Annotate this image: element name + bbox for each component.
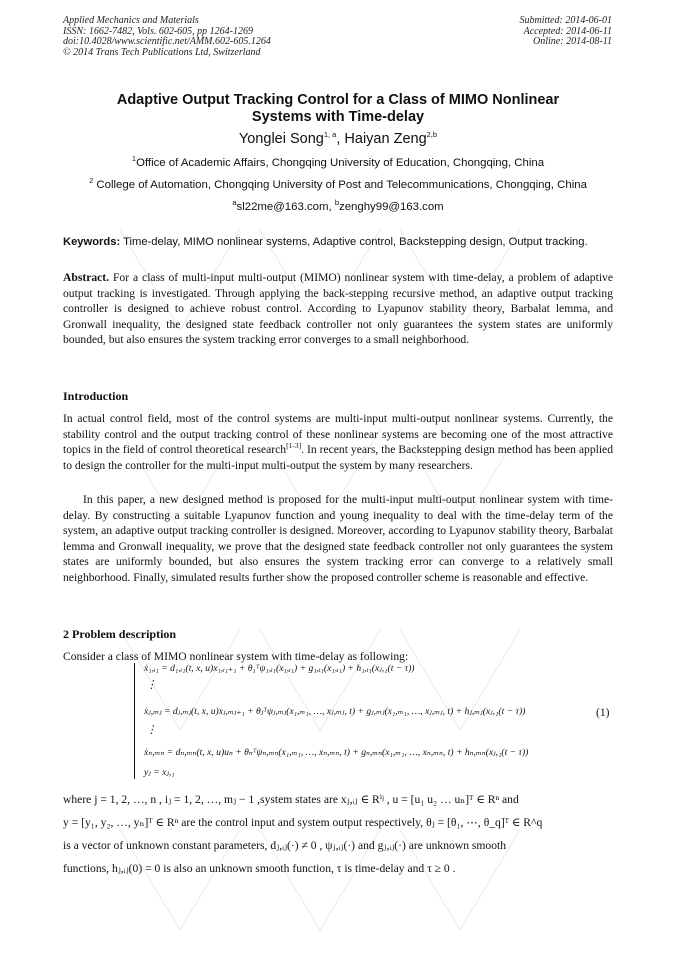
emails [63,198,613,213]
author-2: Haiyan Zeng [344,131,427,147]
dates-info [520,16,613,48]
intro-p1-text-a: In actual control field, most of the control systems are multi-input multi-output nonlinear systems. Currently, the stability control and the output tracking control of these nonlinear systems are becoming one of the most attractive topics in the field of control theoretical research [63,412,613,457]
where-line-4: functions, hⱼ,ᵢⱼ(0) = 0 is also an unknown smooth function, τ is time-delay and τ ≥ 0 . [63,862,456,875]
equation-line-1: ẋ₁,ᵢ₁ = d₁,ᵢ₁(t, x, u)x₁,ᵢ₁₊₁ + θ₁ᵀψ₁,ᵢ₁(x₁,ᵢ₁) + g₁,ᵢ₁(x₁,ᵢ₁) + h₁,ᵢ₁(xⱼ,₁(t − τ)) [144,663,415,674]
keywords-label: Keywords: [63,236,121,248]
aff-1-text: Office of Academic Affairs, Chongqing University of Education, Chongqing, China [136,157,545,169]
equation-brace [134,663,141,779]
affiliation-1 [63,154,613,169]
equation-dots-2: ⋮ [146,724,157,736]
author-2-sup: 2,b [426,130,438,140]
aff-2-sup: 2 [89,176,94,186]
email-a-sup: a [232,198,237,208]
submitted-date: Submitted: 2014-06-01 [519,15,612,26]
email-b-sup: b [334,198,339,208]
problem-intro: Consider a class of MIMO nonlinear system with time-delay as following: [63,650,409,663]
where-line-2: y = [y₁, y₂, …, yₙ]ᵀ ∈ Rⁿ are the control input and system output respectively, θⱼ = [θ₁, ⋯, θ_q]ᵀ ∈ R^q [63,816,543,829]
aff-2-text: College of Automation, Chongqing University of Post and Telecommunications, Chongqing, China [93,179,587,191]
intro-p1-citation: [1-3] [286,441,302,451]
abstract-label: Abstract. [63,271,110,284]
where-line-3: is a vector of unknown constant parameters, dⱼ,ᵢⱼ(·) ≠ 0 , ψⱼ,ᵢⱼ(·) and gⱼ,ᵢⱼ(·) are unknown smooth [63,839,507,852]
author-sep: , [336,131,345,147]
authors [63,131,613,147]
intro-paragraph-1 [63,411,613,473]
title-line-2: Systems with Time-delay [251,109,425,125]
equation-line-4: yⱼ = xⱼ,₁ [144,767,175,778]
section-heading-problem: 2 Problem description [63,627,177,641]
equation-dots-1: ⋮ [146,679,157,691]
email-b: zenghy99@163.com [339,201,444,213]
intro-paragraph-2: In this paper, a new designed method is proposed for the multi-input multi-output nonlinear system with time-delay. By constructing a suitable Lyapunov function and young inequality to deal with the time-delay term of the system, an adaptive output tracking controller is designed. Moreover, according to Lyapunov stability theory, Barbalat lemma and Gronwall inequality, we prove that the designed state feedback controller not only guarantees the system states are uniformly bounded, but also ensures the system tracking error can converge to a relatively small neighborhood. Finally, simulated results further show the proposed controller scheme is reasonable and effective. [63,493,613,584]
accepted-date: Accepted: 2014-06-11 [523,25,612,37]
intro-p1-text-b: . In recent years, the Backstepping design method has been applied to design the controller for the multi-input multi-output the system by many researchers. [63,443,614,472]
online-date: Online: 2014-08-11 [533,36,612,47]
email-a: sl22me@163.com, [236,201,335,213]
title-line-1: Adaptive Output Tracking Control for a Class of MIMO Nonlinear [116,92,560,108]
where-line-1: where j = 1, 2, …, n , iⱼ = 1, 2, …, mⱼ − 1 ,system states are xⱼ,ᵢⱼ ∈ Rⁱʲ , u = [u₁ u₂ … uₙ]ᵀ ∈ Rⁿ and [63,793,519,806]
equation-1 [134,663,534,781]
paper-title [63,92,613,126]
aff-1-sup: 1 [131,154,137,164]
abstract-text: For a class of multi-input multi-output (MIMO) nonlinear system with time-delay, a problem of adaptive output tracking is investigated. Through applying the back-stepping recursive method, an adaptive output tracking controller is designed to achieve robust control. According to Lyapunov stability theory, Barbalat lemma, and Gronwall inequality, the designed state feedback controller not only guarantees the system states are uniformly bounded, but also ensures the system tracking error converges to a small neighborhood. [63,271,613,347]
doi-line: doi:10.4028/www.scientific.net/AMM.602-605.1264 [63,36,271,47]
section-heading-introduction: Introduction [63,389,129,403]
abstract [63,270,613,348]
equation-line-3: ẋₙ,ₘₙ = dₙ,ₘₙ(t, x, u)uₙ + θₙᵀψₙ,ₘₙ(x₁,ₘ₁, …, xₙ,ₘₙ, t) + gₙ,ₘₙ(x₁,ₘ₁, …, xₙ,ₘₙ, t) + hₙ,ₘₙ(xⱼ,₁(t − τ)) [144,747,529,758]
keywords-text: Time-delay, MIMO nonlinear systems, Adaptive control, Backstepping design, Output tracking. [120,236,588,248]
author-1: Yonglei Song [238,131,324,147]
journal-info [63,16,271,58]
journal-name: Applied Mechanics and Materials [63,15,199,26]
author-1-sup: 1, a [323,130,337,140]
equation-line-2: ẋⱼ,ₘⱼ = dⱼ,ₘⱼ(t, x, u)xⱼ,ₘⱼ₊₁ + θⱼᵀψⱼ,ₘⱼ(x₁,ₘ₁, …, xⱼ,ₘⱼ, t) + gⱼ,ₘⱼ(x₁,ₘ₁, …, xⱼ,ₘⱼ, t) + hⱼ,ₘⱼ(xⱼ,₁(t − τ)) [144,706,526,717]
affiliation-2 [63,176,613,191]
keywords [63,235,613,250]
equation-number: (1) [596,706,610,719]
issn-line: ISSN: 1662-7482, Vols. 602-605, pp 1264-1269 [63,25,253,37]
copyright-line: © 2014 Trans Tech Publications Ltd, Switzerland [63,46,261,58]
